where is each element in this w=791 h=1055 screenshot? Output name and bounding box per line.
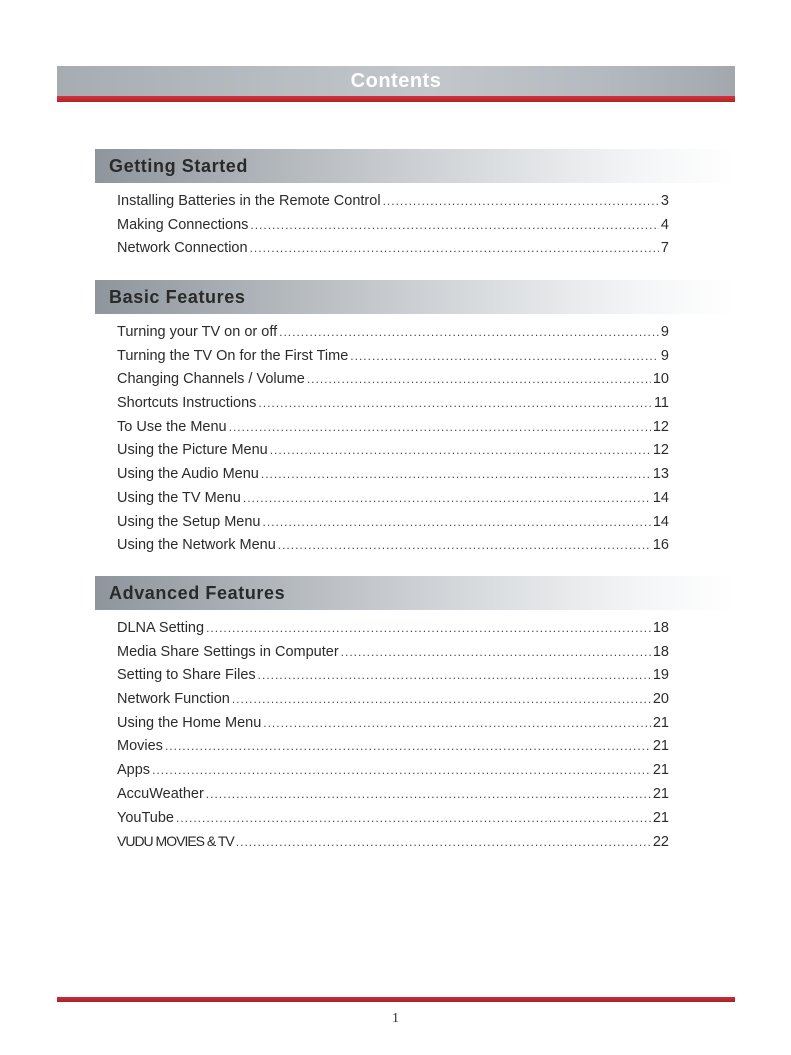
- footer-red-rule: [57, 997, 735, 1002]
- toc-entry-label: VUDU MOVIES & TV: [117, 833, 234, 850]
- toc-entry-label: Media Share Settings in Computer: [117, 643, 339, 660]
- toc-entry-label: Setting to Share Files: [117, 667, 256, 684]
- toc-entry-page: 19: [652, 667, 669, 684]
- header-red-rule: [57, 96, 735, 102]
- toc-entry-label: Shortcuts Instructions: [117, 395, 257, 412]
- toc-entry-page: 12: [652, 442, 669, 459]
- toc-entry[interactable]: [117, 193, 669, 217]
- toc-entry-page: 10: [652, 371, 669, 388]
- toc-entry[interactable]: [117, 786, 669, 810]
- dot-leader: [350, 349, 659, 363]
- dot-leader: [258, 668, 651, 682]
- dot-leader: [165, 739, 651, 753]
- section-title: Advanced Features: [109, 583, 286, 603]
- contents-header-bar: [57, 66, 735, 96]
- toc-entry-page: 20: [652, 691, 669, 708]
- toc-entry-label: Network Function: [117, 691, 230, 708]
- section-title: Getting Started: [109, 156, 249, 176]
- toc-entry[interactable]: [117, 348, 669, 372]
- toc-entry-page: 4: [660, 216, 669, 233]
- dot-leader: [262, 515, 650, 529]
- section-header: [95, 576, 735, 610]
- toc-entry-page: 14: [652, 513, 669, 530]
- section-header: [95, 280, 735, 314]
- toc-entry-label: AccuWeather: [117, 785, 204, 802]
- dot-leader: [341, 645, 651, 659]
- toc-entry[interactable]: [117, 715, 669, 739]
- toc-entry-label: Apps: [117, 762, 151, 779]
- toc-entries: [95, 620, 735, 857]
- dot-leader: [243, 491, 651, 505]
- toc-entry[interactable]: [117, 762, 669, 786]
- dot-leader: [152, 763, 651, 777]
- toc-entry[interactable]: [117, 514, 669, 538]
- page-title: Contents: [350, 70, 442, 92]
- toc-entry-label: Using the Setup Menu: [117, 513, 261, 530]
- toc-entry-page: 21: [652, 809, 669, 826]
- dot-leader: [250, 218, 659, 232]
- toc-entry[interactable]: [117, 810, 669, 834]
- dot-leader: [383, 194, 659, 208]
- toc-entry[interactable]: [117, 240, 669, 264]
- toc-entry-label: Using the Network Menu: [117, 537, 276, 554]
- toc-entry-label: Turning your TV on or off: [117, 324, 278, 340]
- dot-leader: [206, 621, 651, 635]
- toc-entry[interactable]: [117, 324, 669, 348]
- toc-entry-label: Network Connection: [117, 240, 248, 257]
- toc-entry-page: 3: [660, 193, 669, 209]
- toc-entry-page: 11: [653, 395, 669, 412]
- dot-leader: [232, 692, 651, 706]
- toc-entry[interactable]: [117, 738, 669, 762]
- toc-entry-page: 18: [652, 620, 669, 636]
- toc-entry-label: Changing Channels / Volume: [117, 371, 305, 388]
- toc-entry-label: Using the Picture Menu: [117, 442, 268, 459]
- toc-entry-label: Using the TV Menu: [117, 489, 241, 506]
- toc-entry-label: Installing Batteries in the Remote Control: [117, 193, 381, 209]
- toc-entries: [95, 193, 735, 264]
- toc-entry[interactable]: [117, 644, 669, 668]
- toc-entry-page: 9: [660, 347, 669, 364]
- dot-leader: [263, 716, 651, 730]
- toc-entry[interactable]: [117, 419, 669, 443]
- toc-entry-page: 22: [652, 834, 669, 851]
- toc-entry-page: 7: [660, 240, 669, 257]
- toc-entry[interactable]: [117, 217, 669, 241]
- toc-entry[interactable]: [117, 833, 669, 857]
- toc-entry-page: 13: [652, 466, 669, 483]
- dot-leader: [229, 420, 651, 434]
- section-title: Basic Features: [109, 287, 246, 307]
- dot-leader: [258, 396, 652, 410]
- toc-entry-label: Using the Home Menu: [117, 714, 262, 731]
- toc-entry-page: 21: [652, 738, 669, 755]
- toc-entry-page: 18: [652, 643, 669, 660]
- toc-entry-page: 21: [652, 785, 669, 802]
- dot-leader: [236, 835, 651, 849]
- dot-leader: [176, 811, 651, 825]
- dot-leader: [279, 325, 659, 339]
- toc-entry[interactable]: [117, 490, 669, 514]
- toc-entry-label: YouTube: [117, 809, 174, 826]
- toc-entry-label: Using the Audio Menu: [117, 466, 259, 483]
- dot-leader: [307, 372, 651, 386]
- toc-entry[interactable]: [117, 371, 669, 395]
- dot-leader: [250, 241, 659, 255]
- toc-entry-page: 16: [652, 537, 669, 554]
- toc-entry-page: 21: [652, 714, 669, 731]
- toc-entry-page: 9: [660, 324, 669, 340]
- section-getting-started: [95, 149, 735, 264]
- dot-leader: [278, 538, 651, 552]
- dot-leader: [270, 443, 651, 457]
- toc-entry[interactable]: [117, 620, 669, 644]
- toc-entry[interactable]: [117, 395, 669, 419]
- section-header: [95, 149, 735, 183]
- section-basic-features: [95, 280, 735, 561]
- dot-leader: [261, 467, 651, 481]
- toc-entry-page: 12: [652, 418, 669, 435]
- toc-entry-label: To Use the Menu: [117, 418, 227, 435]
- toc-entry-page: 14: [652, 489, 669, 506]
- section-advanced-features: [95, 576, 735, 857]
- toc-entry[interactable]: [117, 466, 669, 490]
- toc-entry[interactable]: [117, 442, 669, 466]
- toc-entry-label: Making Connections: [117, 216, 249, 233]
- toc-entry-page: 21: [652, 762, 669, 779]
- toc-entries: [95, 324, 735, 561]
- dot-leader: [206, 787, 651, 801]
- page-number: 1: [392, 1011, 399, 1026]
- toc-entry[interactable]: [117, 691, 669, 715]
- toc-entry-label: DLNA Setting: [117, 620, 205, 636]
- toc-entry-label: Movies: [117, 738, 163, 755]
- toc-entry[interactable]: [117, 537, 669, 561]
- toc-entry-label: Turning the TV On for the First Time: [117, 347, 349, 364]
- toc-entry[interactable]: [117, 667, 669, 691]
